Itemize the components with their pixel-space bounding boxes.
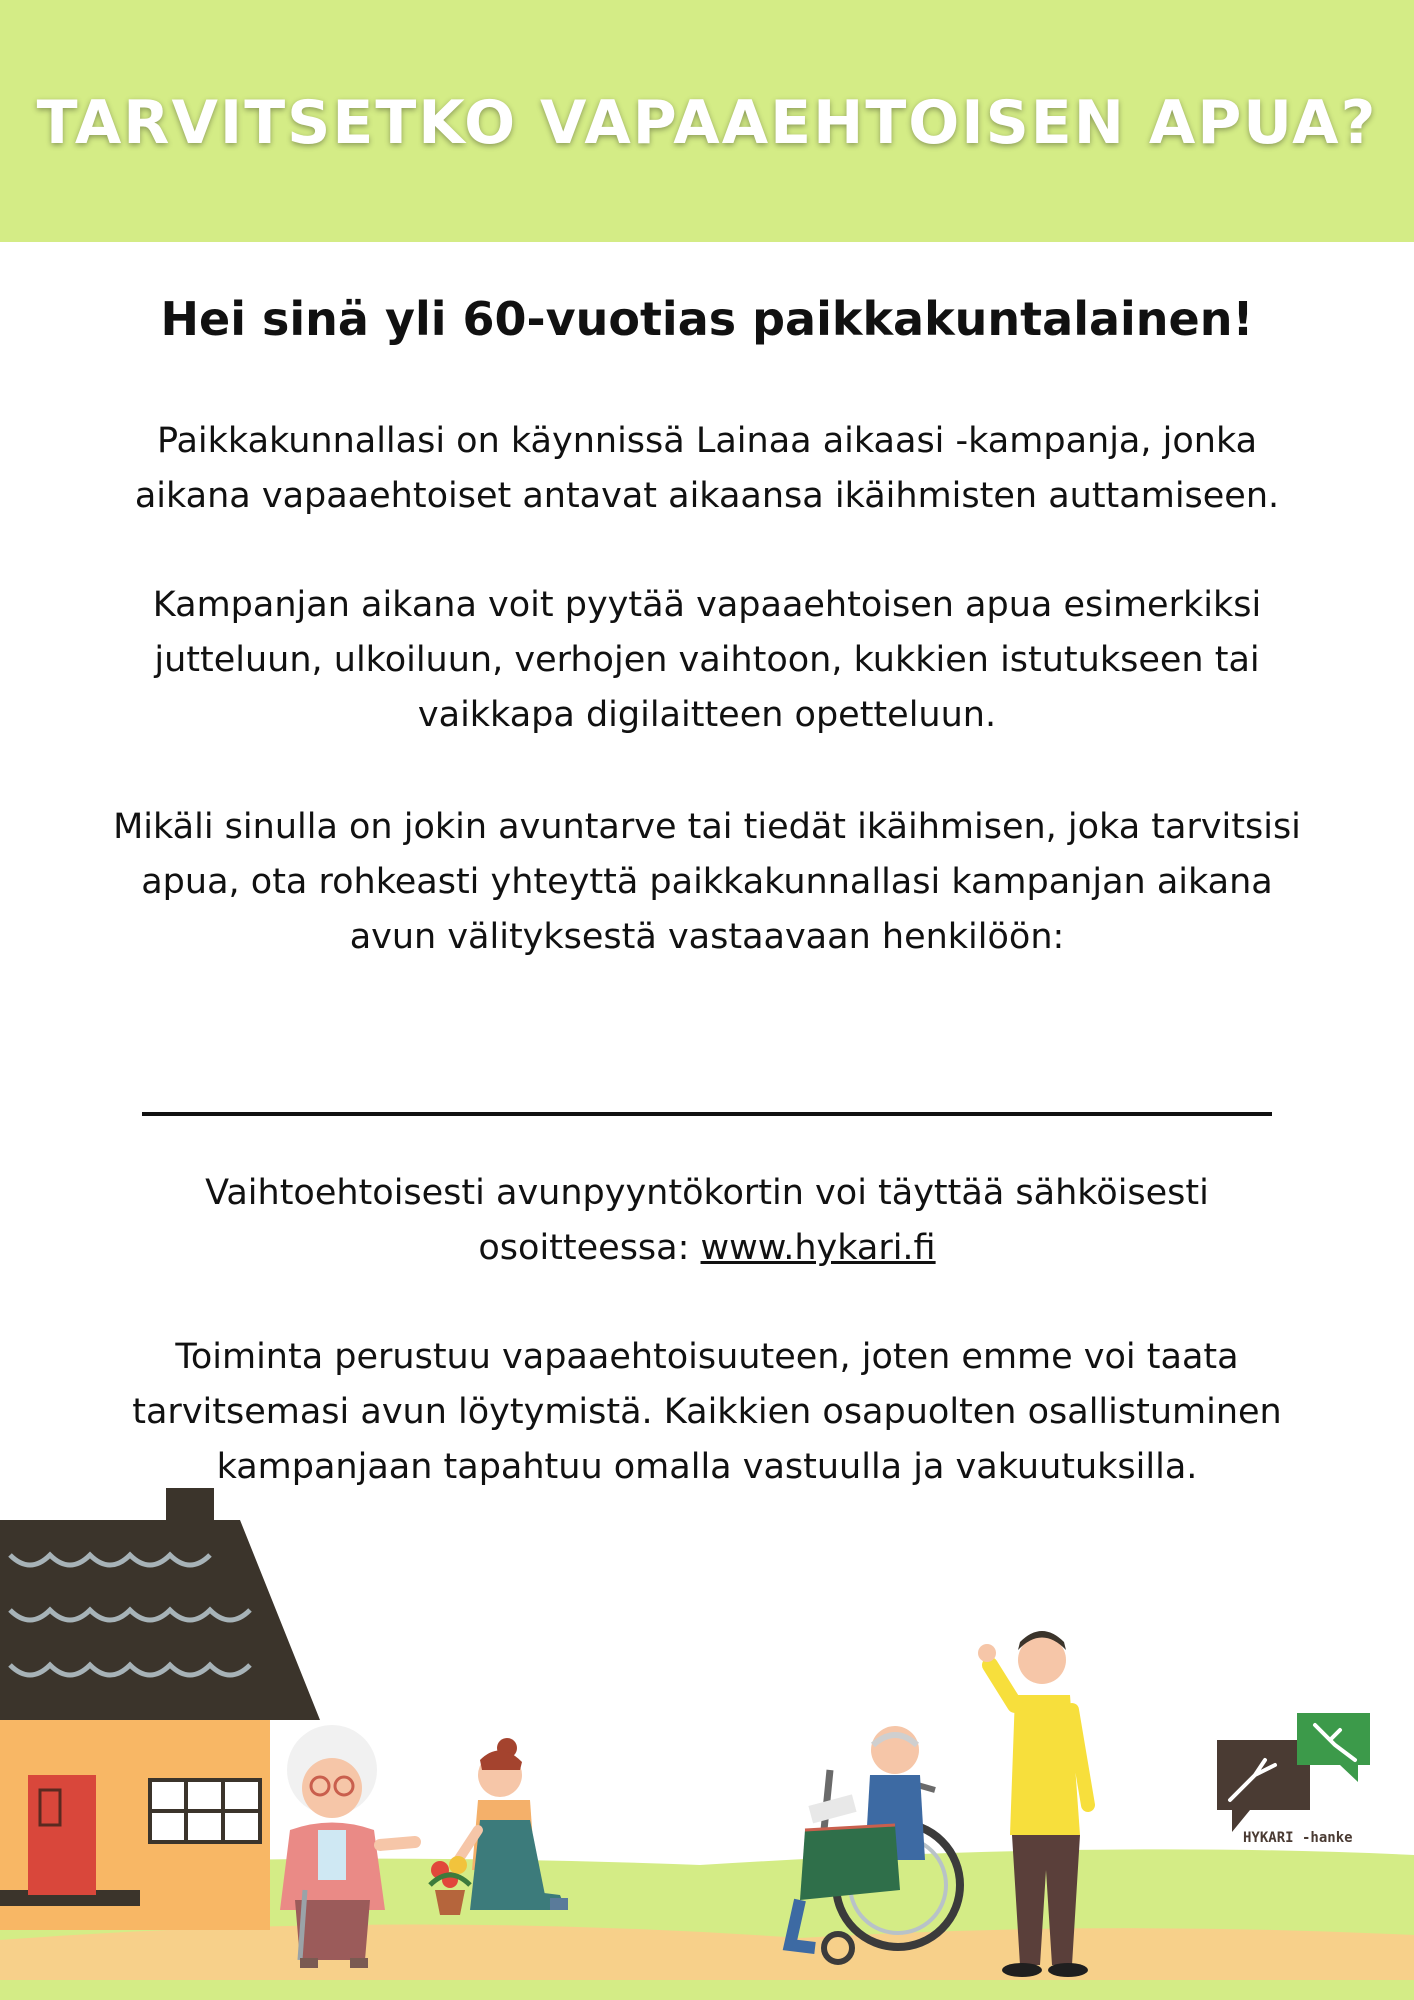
hykari-logo	[1217, 1713, 1370, 1846]
door	[28, 1775, 96, 1895]
greeting-heading: Hei sinä yli 60-vuotias paikkakuntalainen!	[160, 292, 1254, 346]
contact-paragraph: Mikäli sinulla on jokin avuntarve tai tiedät ikäihmisen, joka tarvitsisi apua, ota rohkeasti yhteyttä paikkakunnallasi kampanjan aikana avun välityksestä vastaavaan henkilöön:	[113, 807, 1301, 957]
examples-paragraph: Kampanjan aikana voit pyytää vapaaehtoisen apua esimerkiksi jutteluun, ulkoiluun, verhojen vaihtoon, kukkien istutukseen tai vaikkapa digilaitteen opetteluun.	[152, 585, 1262, 735]
online-form-paragraph	[110, 1166, 1304, 1276]
header-banner	[0, 0, 1414, 242]
contact-fill-line	[142, 1112, 1272, 1116]
illustration-scene	[0, 1470, 1414, 2000]
intro-paragraph: Paikkakunnallasi on käynnissä Lainaa aikaasi -kampanja, jonka aikana vapaaehtoiset antavat aikaansa ikäihmisten auttamiseen.	[134, 421, 1280, 516]
online-form-text: Vaihtoehtoisesti avunpyyntökortin voi täyttää sähköisesti osoitteessa:	[205, 1173, 1209, 1268]
hykari-link[interactable]: www.hykari.fi	[700, 1228, 936, 1268]
path	[0, 1924, 1414, 1980]
page-title: TARVITSETKO VAPAAEHTOISEN APUA?	[36, 88, 1378, 158]
disclaimer-paragraph: Toiminta perustuu vapaaehtoisuuteen, joten emme voi taata tarvitsemasi avun löytymistä. Kaikkien osapuolten osallistuminen kampanjaan tapahtuu omalla vastuulla ja vakuutuksilla.	[132, 1337, 1282, 1487]
hykari-logo-text: HYKARI -hanke	[1243, 1830, 1353, 1846]
